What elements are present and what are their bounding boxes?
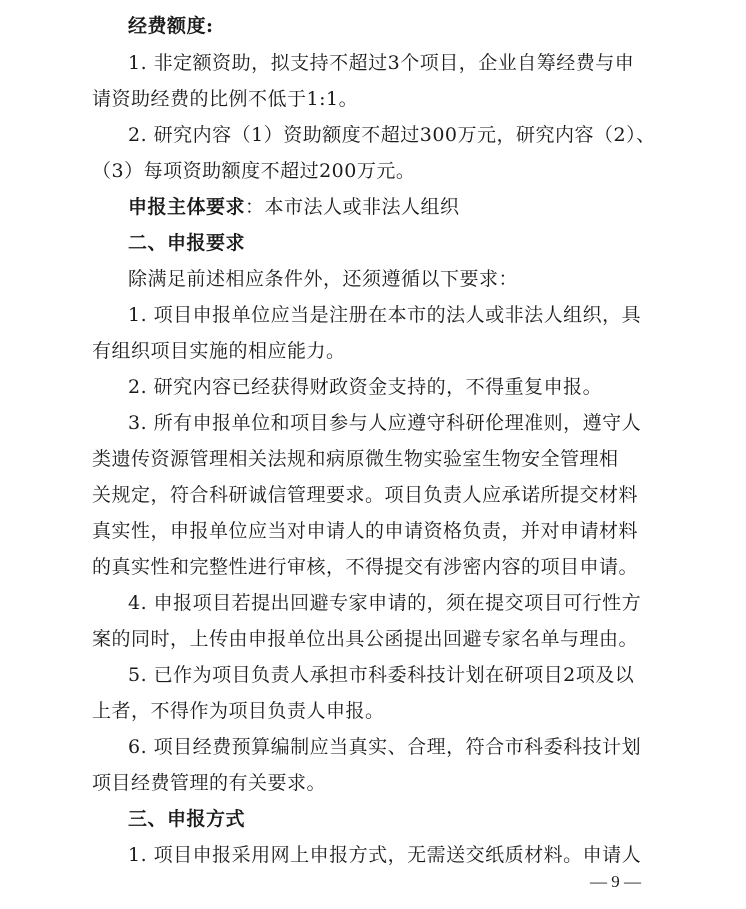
requirement-3-line2: 类遗传资源管理相关法规和病原微生物实验室生物安全管理相: [92, 448, 619, 470]
funding-item2-line1: 2. 研究内容（1）资助额度不超过300万元，研究内容（2）、: [128, 124, 656, 146]
page-number: — 9 —: [590, 872, 641, 891]
requirement-4-line1: 4. 申报项目若提出回避专家申请的，须在提交项目可行性方: [128, 592, 642, 614]
requirement-1-line2: 有组织项目实施的相应能力。: [92, 340, 346, 362]
requirement-3-line3: 关规定，符合科研诚信管理要求。项目负责人应承诺所提交材料: [92, 484, 639, 506]
applicant-label: 申报主体要求: [128, 196, 246, 218]
funding-item2-line2: （3）每项资助额度不超过200万元。: [92, 160, 416, 182]
requirement-5-line2: 上者，不得作为项目负责人申报。: [92, 700, 385, 722]
applicant-requirement: [0, 189, 746, 225]
requirement-6-line1: 6. 项目经费预算编制应当真实、合理，符合市科委科技计划: [128, 736, 642, 758]
funding-label: 经费额度:: [128, 15, 214, 37]
requirement-6-line2: 项目经费管理的有关要求。: [92, 772, 327, 794]
requirement-5-line1: 5. 已作为项目负责人承担市科委科技计划在研项目2项及以: [128, 664, 635, 686]
requirement-4-line2: 案的同时，上传由申报单位出具公函提出回避专家名单与理由。: [92, 628, 639, 650]
funding-item1-line1: 1. 非定额资助，拟支持不超过3个项目，企业自筹经费与申: [128, 52, 635, 74]
submission-item1-line1: 1. 项目申报采用网上申报方式，无需送交纸质材料。申请人: [128, 844, 642, 866]
requirement-2: 2. 研究内容已经获得财政资金支持的，不得重复申报。: [128, 376, 603, 398]
requirement-3-line5: 的真实性和完整性进行审核，不得提交有涉密内容的项目申请。: [92, 556, 639, 578]
funding-item1-line2: 请资助经费的比例不低于1:1。: [92, 88, 359, 110]
applicant-text: ：本市法人或非法人组织: [245, 196, 460, 218]
section-3-heading: 三、申报方式: [128, 808, 246, 830]
requirement-3-line4: 真实性，申报单位应当对申请人的申请资格负责，并对申请材料: [92, 520, 639, 542]
section-2-intro: 除满足前述相应条件外，还须遵循以下要求：: [128, 268, 519, 290]
section-2-heading: 二、申报要求: [128, 232, 246, 254]
requirement-1-line1: 1. 项目申报单位应当是注册在本市的法人或非法人组织，具: [128, 304, 642, 326]
requirement-3-line1: 3. 所有申报单位和项目参与人应遵守科研伦理准则，遵守人: [128, 412, 642, 434]
